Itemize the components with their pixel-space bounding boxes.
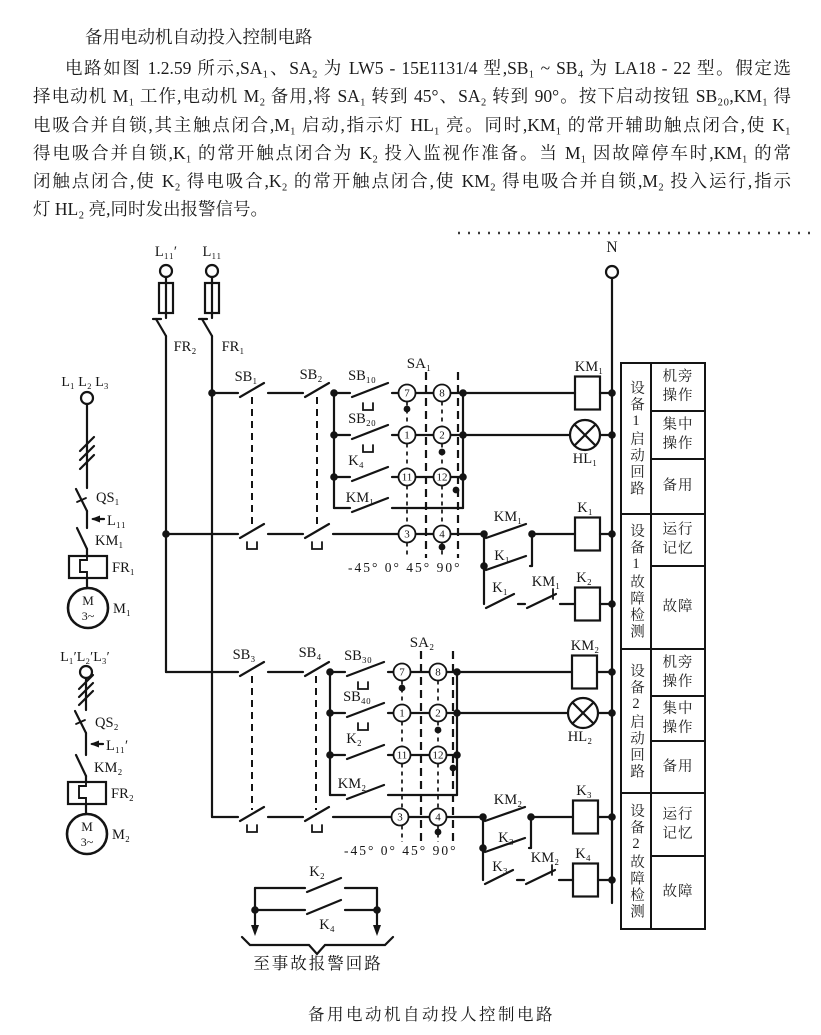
k4-coil [573,864,598,897]
table-cell: 备用 [662,758,694,775]
k2-coil [575,588,600,621]
table-cell: 运行记忆 [652,794,704,857]
sa1-contact-11: 11 [401,471,413,484]
paragraph-line: 电吸合并自锁,其主触点闭合,M₁ 启动,指示灯 HL₁ 亮。同时,KM₁ 的常开辅助触点闭合,使 K₁ [33,114,791,135]
terminal-l123-prime [80,666,92,678]
sa2-contact-3: 3 [397,811,403,824]
k2-contact-label: K₂ [346,731,362,747]
km1-aux-label: KM₁ [345,490,375,506]
table-cell: 集中操作 [652,412,704,460]
table-section [622,364,704,515]
qs2-label: QS₂ [95,715,119,731]
sa1-contact-12: 12 [436,471,448,484]
qs1-label: QS₁ [96,490,120,506]
section-label: 设备1故障检测 [622,515,652,648]
sb30-contact [347,662,384,676]
l11-tap-arrow [91,516,100,523]
fr2-heater-label: FR₂ [111,786,134,802]
km2-coil [572,656,597,689]
sa2-contact-12: 12 [432,749,444,762]
sb40-contact [347,703,384,717]
l11p-tap-arrow [90,741,99,748]
k2-coil-label: K₂ [576,570,592,586]
page-title: 备用电动机自动投入控制电路 [85,27,313,47]
km1-main-label: KM₁ [95,533,124,549]
figure-caption: 备用电动机自动投人控制电路 [308,1005,555,1024]
k1-parallel-label: K₁ [494,548,510,564]
sa2-contact-11: 11 [396,749,408,762]
sa1-contact-2: 2 [439,429,445,442]
sb1-label: SB₁ [234,369,258,385]
hl2-label: HL₂ [567,729,593,745]
sb20-contact [352,425,388,439]
l123-label: L₁ L₂ L₃ [61,375,109,390]
k1-series-contact [486,594,514,608]
k1-coil [575,518,600,551]
sa2-contact-1: 1 [399,707,405,720]
sb20-label: SB₂₀ [348,411,376,427]
fr1-top-label: FR₁ [221,339,245,355]
sa2-contact-4: 4 [435,811,441,824]
k3-coil-label: K₃ [576,783,592,799]
m1-label: M₁ [113,601,131,617]
sb3-contact [240,662,264,676]
alarm-caption: 至事故报警回路 [253,954,383,973]
sa1-contact-8: 8 [439,387,445,400]
km1-coil [575,377,600,410]
terminal-n [606,266,618,278]
sb4-label: SB₄ [298,645,322,661]
k3-parallel-label: K₃ [498,830,514,846]
table-section [622,794,704,928]
km2-coil-label: KM₂ [570,638,600,654]
km1-main-contact [77,528,87,549]
km2-nc-contact [526,870,555,884]
sb1-contact [240,383,264,397]
l123-prime-label: L₁′L₂′L₃′ [60,650,110,665]
sa1-contact-1: 1 [404,429,410,442]
sa1-label: SA₁ [406,356,432,372]
terminal-l123 [81,392,93,404]
fr1-contact [202,319,212,336]
section-label: 设备2故障检测 [622,794,652,928]
k1-series-label: K₁ [492,580,508,596]
sb1-nc-contact [240,524,264,538]
motor2-3ph: 3~ [80,835,94,849]
terminal-l11-prime [160,265,172,277]
km2-parallel-label: KM₂ [493,792,523,808]
k2-alarm-label: K₂ [309,864,325,880]
paragraph-line: 灯 HL₂ 亮,同时发出报警信号。 [33,199,269,220]
sb10-label: SB₁₀ [348,368,376,384]
km1-nc-label: KM₁ [531,574,561,590]
sb10-contact [352,383,388,397]
l11-tap-label: L₁₁ [107,513,126,529]
terminal-l11 [206,265,218,277]
terminal-l11-prime-label: L₁₁′ [154,244,178,260]
fr2-top-label: FR₂ [173,339,197,355]
paragraph-line: 闭触点闭合,使 K₂ 得电吸合,K₂ 的常开触点闭合,使 KM₂ 得电吸合并自锁,M₂ 投入运行,指示 [33,171,791,192]
km1-no-contact [486,524,526,538]
junction-dots [162,389,616,914]
section-label: 设备1启动回路 [622,364,652,513]
km2-main-contact [76,755,86,776]
sa1-angles: -45° 0° 45° 90° [348,560,462,575]
k4-alarm-contact [307,900,341,914]
terminal-n-label: N [606,239,618,256]
sb2-contact [305,383,329,397]
sa1-contact-7: 7 [404,387,410,400]
km1-coil-label: KM₁ [574,359,604,375]
section-label: 设备2启动回路 [622,650,652,792]
km1-parallel-label: KM₁ [493,509,523,525]
fr2-heater [68,782,106,804]
k4-alarm-label: K₄ [319,917,335,933]
hl1-label: HL₁ [572,451,598,467]
sb4-contact [305,662,329,676]
sa2-contact-2: 2 [435,707,441,720]
motor1-3ph: 3~ [81,609,95,623]
sa1-contact-4: 4 [439,528,445,541]
sb3-label: SB₃ [232,647,256,663]
m2-label: M₂ [112,827,130,843]
diagram-labels [60,239,617,973]
l11p-tap-label: L₁₁′ [106,738,129,754]
sa2-contact-8: 8 [435,666,441,679]
fr1-heater [69,556,107,578]
km2-nc-label: KM₂ [530,850,560,866]
km2-no-contact [485,807,525,821]
paragraph-line: 电路如图 1.2.59 所示,SA₁、SA₂ 为 LW5 - 15E1131/4 型,SB₁ ~ SB₄ 为 LA18 - 22 型。假定选 [65,58,791,78]
motor1-m: M [82,593,94,608]
paragraph-line: 择电动机 M₁ 工作,电动机 M₂ 备用,将 SA₁ 转到 45°、SA₂ 转到 90°。按下启动按钮 SB₂₀,KM₁ 得 [33,86,791,107]
table-cell: 运行记忆 [652,515,704,567]
sb2-label: SB₂ [299,367,323,383]
k4-contact [352,467,388,481]
sb40-label: SB₄₀ [343,689,371,705]
k3-coil [573,801,598,834]
table-cell: 机旁操作 [652,650,704,697]
sa2-label: SA₂ [409,635,435,651]
fr1-heater-label: FR₁ [112,560,135,576]
sb30-label: SB₃₀ [344,648,372,664]
k3-series-label: K₃ [492,859,508,875]
table-cell: 故障 [662,599,694,615]
table-cell: 集中操作 [652,697,704,742]
table-cell: 故障 [662,884,694,900]
motor2-m: M [81,819,93,834]
km1-nc-contact [527,594,556,608]
km2-main-label: KM₂ [94,760,123,776]
sa2-angles: -45° 0° 45° 90° [344,843,458,858]
k4-contact-label: K₄ [348,453,364,469]
sa1-contact-3: 3 [404,528,410,541]
km2-aux-label: KM₂ [337,776,367,792]
paragraph-line: 得电吸合并自锁,K₁ 的常开触点闭合为 K₂ 投入监视作准备。当 M₁ 因故障停车时,KM₁ 的常 [33,142,791,163]
sb2-nc-contact [305,524,329,538]
fr2-contact [156,319,166,336]
table-cell: 备用 [662,478,694,494]
table-section [622,515,704,650]
table-cell: 机旁操作 [652,364,704,412]
k1-coil-label: K₁ [577,500,593,516]
alarm-brace [242,937,393,954]
sa2-contact-7: 7 [399,666,405,679]
k4-coil-label: K₄ [575,846,591,862]
terminal-l11-label: L₁₁ [202,244,222,260]
k2-alarm-contact [307,878,341,892]
dashed-links [252,372,458,842]
table-section [622,650,704,794]
k2-contact [347,745,384,759]
function-table [620,362,706,930]
